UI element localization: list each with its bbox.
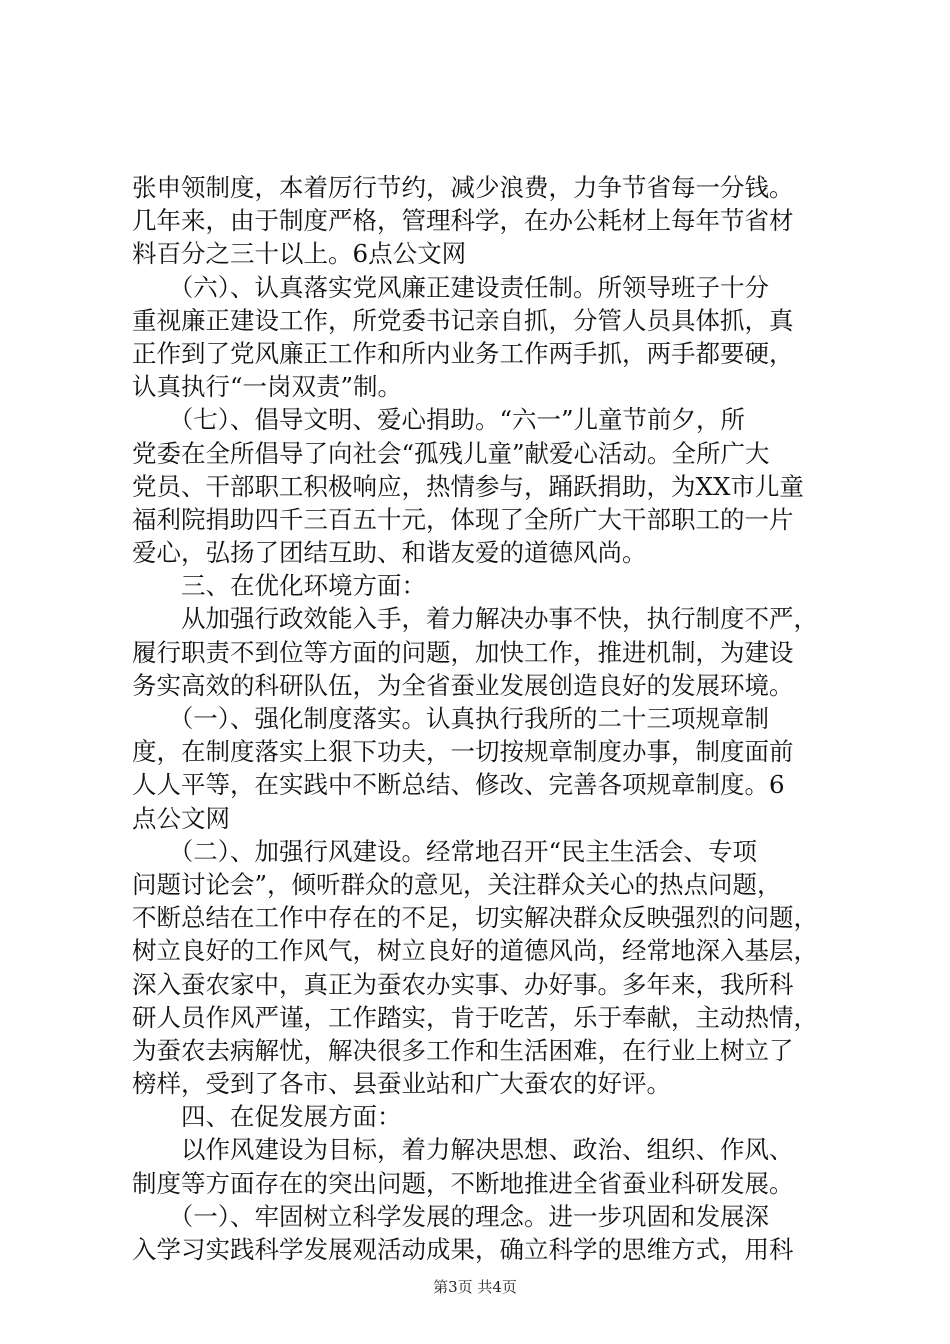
text-line: 榜样，受到了各市、县蚕业站和广大蚕农的好评。: [132, 1069, 671, 1099]
text-line: 三、在优化环境方面：: [132, 571, 426, 601]
text-line: 务实高效的科研队伍，为全省蚕业发展创造良好的发展环境。: [132, 670, 794, 700]
text-line: 爱心，弘扬了团结互助、和谐友爱的道德风尚。: [132, 538, 647, 568]
text-line: 四、在促发展方面：: [132, 1102, 402, 1132]
text-line: 制度等方面存在的突出问题，不断地推进全省蚕业科研发展。: [132, 1168, 794, 1198]
text-line: 张申领制度，本着厉行节约，减少浪费，力争节省每一分钱。: [132, 173, 794, 202]
text-line: 以作风建设为目标，着力解决思想、政治、组织、作风、: [132, 1135, 794, 1165]
text-line: 为蚕农去病解忧，解决很多工作和生活困难，在行业上树立了: [132, 1035, 794, 1065]
text-line: 料百分之三十以上。6点公文网: [132, 239, 467, 269]
text-line: （一）、强化制度落实。认真执行我所的二十三项规章制: [132, 704, 769, 733]
text-line: 深入蚕农家中，真正为蚕农办实事、办好事。多年来，我所科: [132, 969, 794, 999]
text-line: 入学习实践科学发展观活动成果，确立科学的思维方式，用科: [132, 1235, 794, 1264]
text-line: （七）、倡导文明、爱心捐助。“六一”儿童节前夕，所: [132, 405, 746, 435]
text-line: 从加强行政效能入手，着力解决办事不快，执行制度不严，: [132, 604, 818, 634]
text-line: 认真执行“一岗双责”制。: [132, 372, 403, 402]
page-footer: 第3页 共4页: [433, 1278, 517, 1296]
text-line: 问题讨论会”，倾听群众的意见，关注群众关心的热点问题，: [132, 869, 782, 899]
text-line: 党委在全所倡导了向社会“孤残儿童”献爱心活动。全所广大: [132, 438, 770, 468]
text-line: 履行职责不到位等方面的问题，加快工作，推进机制，为建设: [132, 637, 794, 667]
body-text: [132, 171, 832, 1266]
text-line: 人人平等，在实践中不断总结、修改、完善各项规章制度。6: [132, 770, 785, 800]
text-line: 福利院捐助四千三百五十元，体现了全所广大干部职工的一片: [132, 504, 794, 534]
text-line: （一）、牢固树立科学发展的理念。进一步巩固和发展深: [132, 1201, 769, 1231]
text-line: 不断总结在工作中存在的不足，切实解决群众反映强烈的问题，: [132, 903, 818, 933]
text-line: 点公文网: [132, 803, 230, 833]
text-line: 几年来，由于制度严格，管理科学，在办公耗材上每年节省材: [132, 206, 794, 236]
text-line: 度，在制度落实上狠下功夫，一切按规章制度办事，制度面前: [132, 737, 794, 767]
text-line: 重视廉正建设工作，所党委书记亲自抓，分管人员具体抓，真: [132, 305, 794, 335]
text-line: （二）、加强行风建设。经常地召开“民主生活会、专项: [132, 836, 758, 866]
text-line: 树立良好的工作风气，树立良好的道德风尚，经常地深入基层，: [132, 936, 818, 966]
text-line: 党员、干部职工积极响应，热情参与，踊跃捐助，为XX市儿童: [132, 471, 804, 501]
text-line: 正作到了党风廉正工作和所内业务工作两手抓，两手都要硬，: [132, 338, 794, 368]
text-line: 研人员作风严谨，工作踏实，肯于吃苦，乐于奉献，主动热情，: [132, 1002, 818, 1032]
text-line: （六）、认真落实党风廉正建设责任制。所领导班子十分: [132, 272, 769, 302]
